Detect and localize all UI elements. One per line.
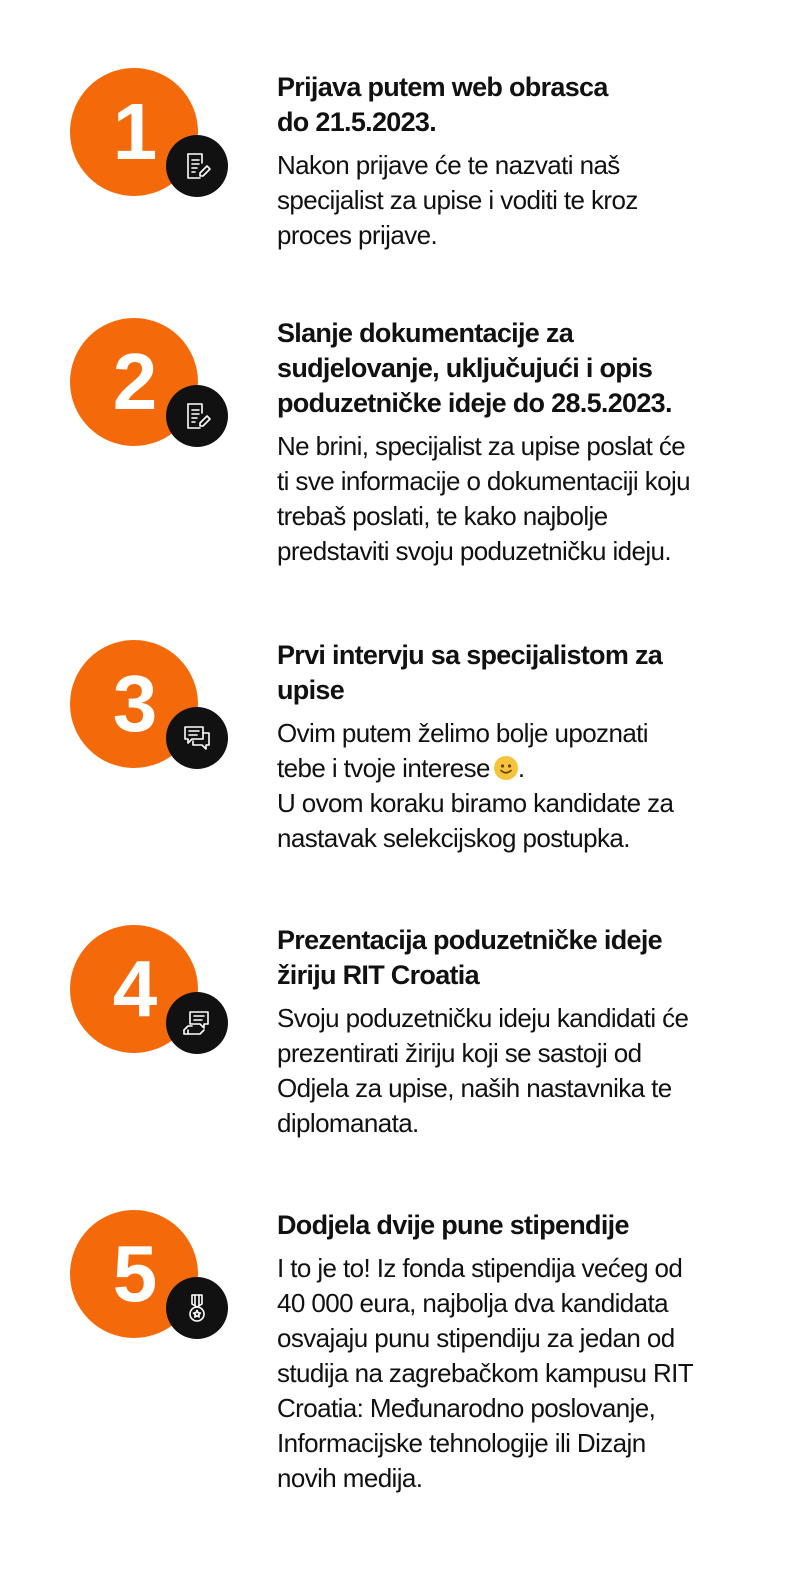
step-description: Nakon prijave će te nazvati naš specijalist za upise i voditi te kroz proces prijave.: [277, 150, 638, 250]
step-text: [277, 923, 757, 1141]
presentation-discussion-icon: [166, 992, 228, 1054]
step-number: 4: [112, 944, 156, 1033]
step-title: Dodjela dvije pune stipendije: [277, 1210, 629, 1240]
step-description: [277, 716, 757, 856]
step-number: 2: [112, 337, 156, 426]
step-title: Prezentacija poduzetničke ideje žiriju RIT Croatia: [277, 925, 662, 990]
step-text: [277, 70, 757, 253]
step-description-line: . U ovom koraku biramo kandidate za nastavak selekcijskog postupka.: [277, 753, 674, 853]
step-text: [277, 316, 757, 569]
step-title: Slanje dokumentacije za sudjelovanje, uključujući i opis poduzetničke ideje do 28.5.2023.: [277, 318, 672, 418]
step-title: Prijava putem web obrasca do 21.5.2023.: [277, 72, 608, 137]
step-number: 5: [112, 1229, 156, 1318]
step-title: Prvi intervju sa specijalistom za upise: [277, 640, 663, 705]
document-edit-icon: [166, 385, 228, 447]
document-edit-icon: [166, 135, 228, 197]
step-text: [277, 638, 757, 856]
chat-bubbles-icon: [166, 707, 228, 769]
step-number: 3: [112, 659, 156, 748]
step-text: [277, 1208, 757, 1496]
smiley-emoji-icon: [494, 756, 518, 780]
step-description-line: Ovim putem želimo bolje upoznati tebe i tvoje interese: [277, 718, 648, 783]
medal-icon: [166, 1277, 228, 1339]
step-description: Ne brini, specijalist za upise poslat će ti sve informacije o dokumentaciji koju trebaš poslati, te kako najbolje predstaviti svoju poduzetničku ideju.: [277, 431, 691, 566]
step-number: 1: [112, 87, 156, 176]
step-description: Svoju poduzetničku ideju kandidati će prezentirati žiriju koji se sastoji od Odjela za upise, naših nastavnika te diplomanata.: [277, 1003, 689, 1138]
step-description: I to je to! Iz fonda stipendija većeg od 40 000 eura, najbolja dva kandidata osvajaju punu stipendiju za jedan od studija na zagrebačkom kampusu RIT Croatia: Međunarodno poslovanje, Informacijske tehnologije ili Dizajn novih medija.: [277, 1253, 694, 1493]
